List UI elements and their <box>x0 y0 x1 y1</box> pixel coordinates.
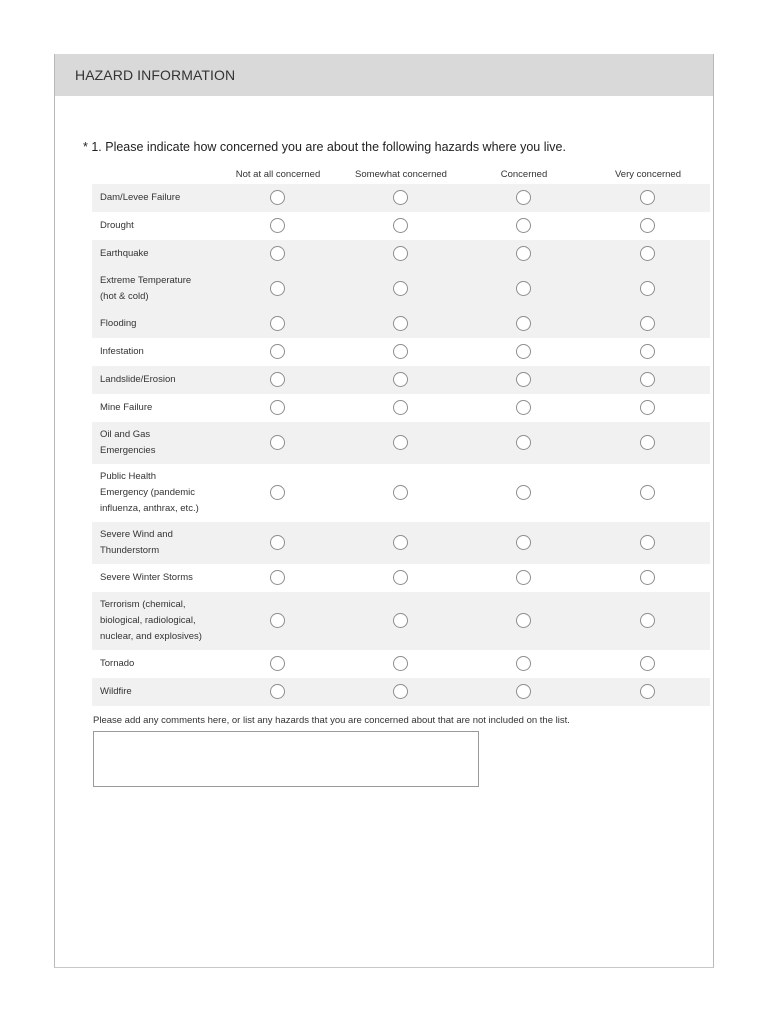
radio-not-at-all-concerned[interactable] <box>270 656 285 671</box>
radio-not-at-all-concerned[interactable] <box>270 218 285 233</box>
radio-concerned[interactable] <box>516 400 531 415</box>
radio-very-concerned[interactable] <box>640 344 655 359</box>
radio-concerned[interactable] <box>516 344 531 359</box>
radio-very-concerned[interactable] <box>640 570 655 585</box>
hazard-label: Severe Wind and Thunderstorm <box>100 529 173 556</box>
radio-very-concerned[interactable] <box>640 656 655 671</box>
comments-textarea[interactable] <box>93 731 479 787</box>
radio-concerned[interactable] <box>516 535 531 550</box>
hazard-label: Public Health Emergency (pandemic influenza, anthrax, etc.) <box>100 471 199 514</box>
radio-concerned[interactable] <box>516 281 531 296</box>
radio-not-at-all-concerned[interactable] <box>270 246 285 261</box>
hazard-row <box>92 310 710 338</box>
hazard-label: Earthquake <box>100 248 149 259</box>
hazard-row <box>92 678 710 706</box>
radio-somewhat-concerned[interactable] <box>393 485 408 500</box>
radio-somewhat-concerned[interactable] <box>393 684 408 699</box>
radio-somewhat-concerned[interactable] <box>393 218 408 233</box>
survey-page <box>54 54 714 968</box>
radio-very-concerned[interactable] <box>640 246 655 261</box>
radio-somewhat-concerned[interactable] <box>393 281 408 296</box>
radio-concerned[interactable] <box>516 190 531 205</box>
hazard-row <box>92 268 710 310</box>
radio-not-at-all-concerned[interactable] <box>270 372 285 387</box>
radio-very-concerned[interactable] <box>640 535 655 550</box>
radio-not-at-all-concerned[interactable] <box>270 613 285 628</box>
radio-somewhat-concerned[interactable] <box>393 535 408 550</box>
section-header <box>55 54 713 96</box>
radio-concerned[interactable] <box>516 218 531 233</box>
radio-somewhat-concerned[interactable] <box>393 344 408 359</box>
radio-concerned[interactable] <box>516 570 531 585</box>
radio-not-at-all-concerned[interactable] <box>270 400 285 415</box>
matrix-rows <box>92 184 710 706</box>
hazard-row <box>92 394 710 422</box>
radio-very-concerned[interactable] <box>640 218 655 233</box>
hazard-row <box>92 240 710 268</box>
hazard-label: Dam/Levee Failure <box>100 192 181 203</box>
question-text: * 1. Please indicate how concerned you are about the following hazards where you live. <box>83 140 566 154</box>
radio-not-at-all-concerned[interactable] <box>270 344 285 359</box>
radio-somewhat-concerned[interactable] <box>393 656 408 671</box>
radio-concerned[interactable] <box>516 246 531 261</box>
radio-not-at-all-concerned[interactable] <box>270 435 285 450</box>
radio-concerned[interactable] <box>516 656 531 671</box>
radio-not-at-all-concerned[interactable] <box>270 190 285 205</box>
radio-very-concerned[interactable] <box>640 435 655 450</box>
radio-very-concerned[interactable] <box>640 684 655 699</box>
radio-very-concerned[interactable] <box>640 316 655 331</box>
radio-somewhat-concerned[interactable] <box>393 570 408 585</box>
column-header-concerned: Concerned <box>500 169 548 180</box>
radio-not-at-all-concerned[interactable] <box>270 570 285 585</box>
radio-somewhat-concerned[interactable] <box>393 246 408 261</box>
radio-somewhat-concerned[interactable] <box>393 435 408 450</box>
radio-concerned[interactable] <box>516 613 531 628</box>
radio-very-concerned[interactable] <box>640 485 655 500</box>
hazard-row <box>92 422 710 464</box>
hazard-label: Wildfire <box>100 686 132 697</box>
hazard-row <box>92 184 710 212</box>
hazard-label: Tornado <box>100 658 135 669</box>
column-header-somewhat-concerned: Somewhat concerned <box>355 169 447 180</box>
hazard-label: Infestation <box>100 346 144 357</box>
radio-somewhat-concerned[interactable] <box>393 316 408 331</box>
hazard-label: Flooding <box>100 318 137 329</box>
hazard-row <box>92 592 710 650</box>
radio-somewhat-concerned[interactable] <box>393 613 408 628</box>
hazard-label: Oil and Gas Emergencies <box>100 429 156 456</box>
radio-somewhat-concerned[interactable] <box>393 400 408 415</box>
hazard-row <box>92 338 710 366</box>
hazard-row <box>92 564 710 592</box>
hazard-matrix <box>92 168 710 706</box>
section-title: HAZARD INFORMATION <box>75 67 236 83</box>
column-header-very-concerned: Very concerned <box>614 169 681 180</box>
matrix-column-headers <box>92 168 710 184</box>
radio-very-concerned[interactable] <box>640 400 655 415</box>
hazard-label: Landslide/Erosion <box>100 374 176 385</box>
hazard-row <box>92 212 710 240</box>
radio-somewhat-concerned[interactable] <box>393 372 408 387</box>
radio-somewhat-concerned[interactable] <box>393 190 408 205</box>
hazard-label: Drought <box>100 220 134 231</box>
radio-not-at-all-concerned[interactable] <box>270 485 285 500</box>
hazard-label: Mine Failure <box>100 402 153 413</box>
hazard-label: Severe Winter Storms <box>100 572 193 583</box>
radio-concerned[interactable] <box>516 485 531 500</box>
comments-label: Please add any comments here, or list any hazards that you are concerned about that are not included on the list. <box>93 715 570 726</box>
radio-not-at-all-concerned[interactable] <box>270 316 285 331</box>
radio-very-concerned[interactable] <box>640 281 655 296</box>
hazard-label: Terrorism (chemical, biological, radiological, nuclear, and explosives) <box>100 599 202 642</box>
hazard-row <box>92 650 710 678</box>
hazard-label: Extreme Temperature (hot & cold) <box>100 275 192 302</box>
radio-concerned[interactable] <box>516 435 531 450</box>
hazard-row <box>92 464 710 522</box>
radio-concerned[interactable] <box>516 316 531 331</box>
radio-very-concerned[interactable] <box>640 372 655 387</box>
radio-very-concerned[interactable] <box>640 190 655 205</box>
radio-concerned[interactable] <box>516 684 531 699</box>
hazard-row <box>92 522 710 564</box>
column-header-not-at-all-concerned: Not at all concerned <box>235 169 321 180</box>
radio-concerned[interactable] <box>516 372 531 387</box>
radio-very-concerned[interactable] <box>640 613 655 628</box>
radio-not-at-all-concerned[interactable] <box>270 535 285 550</box>
radio-not-at-all-concerned[interactable] <box>270 684 285 699</box>
radio-not-at-all-concerned[interactable] <box>270 281 285 296</box>
hazard-row <box>92 366 710 394</box>
